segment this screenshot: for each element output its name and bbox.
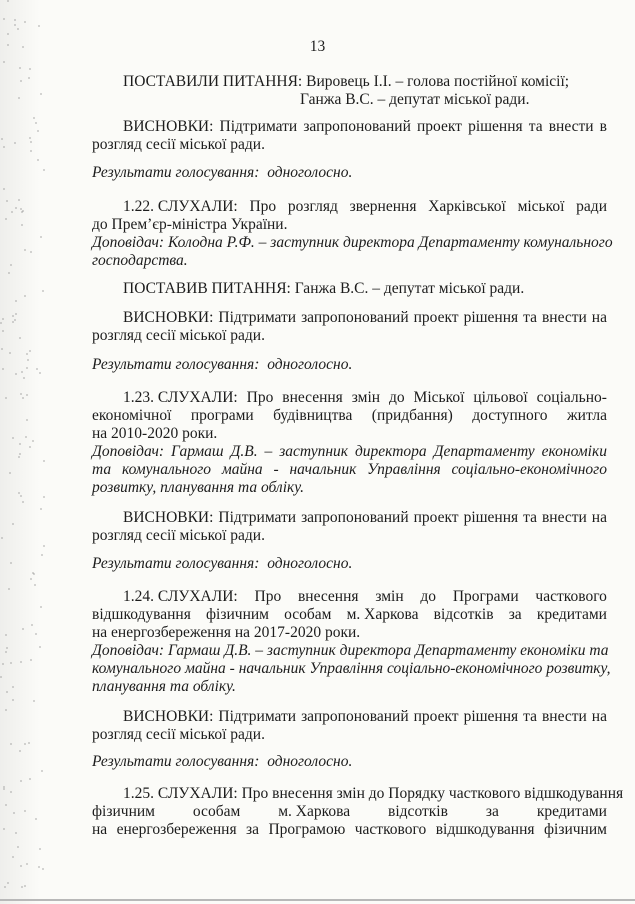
word: соціально-економічного xyxy=(451,461,607,478)
word: рішення xyxy=(468,118,523,135)
scan-speck xyxy=(12,686,14,688)
word: змін xyxy=(351,389,381,406)
word: Гармаш xyxy=(171,443,224,460)
scan-speck xyxy=(37,159,39,161)
word: в xyxy=(599,118,607,135)
scan-speck xyxy=(35,122,37,124)
vote-label: Результати голосування: xyxy=(92,164,260,181)
word: до xyxy=(388,389,405,406)
scan-speck xyxy=(32,572,34,574)
scan-speck xyxy=(18,199,20,201)
word: запропонований xyxy=(301,309,409,326)
conclusion-3-line2: розгляд сесії міської ради. xyxy=(92,527,265,544)
page-number: 13 xyxy=(309,38,326,55)
scan-speck xyxy=(6,691,8,693)
scan-speck xyxy=(20,780,22,782)
word: Д.В. xyxy=(230,443,258,460)
scan-speck xyxy=(30,578,32,580)
scan-speck xyxy=(12,523,14,525)
scan-speck xyxy=(15,207,17,209)
word: внесення xyxy=(282,389,343,406)
word: ради xyxy=(576,198,607,215)
word: Програмою xyxy=(268,821,346,838)
scan-speck xyxy=(2,663,4,665)
scan-speck xyxy=(20,865,22,867)
scan-speck xyxy=(38,25,40,27)
scan-speck xyxy=(24,21,26,23)
word: Департаменту xyxy=(433,443,535,460)
word: на xyxy=(591,708,607,725)
scan-speck xyxy=(20,80,22,82)
scan-speck xyxy=(33,117,35,119)
item-heading: 1.24. СЛУХАЛИ: xyxy=(123,588,238,605)
scan-speck xyxy=(15,313,17,315)
word: внести xyxy=(541,309,587,326)
raised-question-person-1: Вировець І.І. – голова постійної комісії; xyxy=(306,73,570,90)
scan-speck xyxy=(3,146,5,148)
word: на xyxy=(591,309,607,326)
scan-speck xyxy=(1,537,3,539)
word: Управління xyxy=(367,461,441,478)
scan-speck xyxy=(21,211,23,213)
item-1-25-line1: 1.25. СЛУХАЛИ: Про внесення змін до Порядку часткового відшкодування xyxy=(123,785,624,802)
word: будівництва xyxy=(273,407,353,424)
scan-speck xyxy=(2,368,4,370)
conclusion-4-line2: розгляд сесії міської ради. xyxy=(92,726,265,743)
raised-question-person-2: Ганжа В.С. – депутат міської ради. xyxy=(300,91,530,108)
scan-speck xyxy=(40,606,42,608)
word: розгляд xyxy=(287,198,338,215)
scan-speck xyxy=(40,508,42,510)
word: відсотків xyxy=(433,606,494,623)
scan-speck xyxy=(15,373,17,375)
scan-speck xyxy=(18,492,20,494)
scan-speck xyxy=(31,624,33,626)
item-1-24-speaker-line2: комунального майна - начальник Управління соціально-економічного розвитку, xyxy=(92,660,611,677)
scan-speck xyxy=(35,633,37,635)
scan-speck xyxy=(14,19,16,21)
word: цільової xyxy=(473,389,528,406)
word: директора xyxy=(354,443,427,460)
scan-speck xyxy=(30,659,32,661)
scan-speck xyxy=(30,150,32,152)
vote-label: Результати голосування: xyxy=(92,753,260,770)
raised-question-person: Ганжа В.С. – депутат міської ради. xyxy=(294,280,525,297)
scan-speck xyxy=(20,661,22,663)
scan-speck xyxy=(43,460,45,462)
word: м. Харкова xyxy=(278,803,351,820)
scan-speck xyxy=(5,634,7,636)
word: програми xyxy=(190,407,254,424)
conclusion-2-line1 xyxy=(123,308,607,328)
scan-speck xyxy=(20,393,22,395)
conclusion-3-line1 xyxy=(123,508,607,528)
scan-speck xyxy=(14,24,16,26)
scan-speck xyxy=(39,848,41,850)
item-1-25-line2 xyxy=(92,802,607,822)
word: кредитами xyxy=(536,606,607,623)
scan-speck xyxy=(15,300,17,302)
scan-speck xyxy=(10,562,12,564)
scan-speck xyxy=(21,371,23,373)
word: економіки xyxy=(541,443,607,460)
word: відшкодування xyxy=(92,606,191,623)
vote-value: одноголосно. xyxy=(267,164,353,181)
word: Про xyxy=(249,198,277,215)
conclusion-1-line1 xyxy=(123,117,607,137)
scan-speck xyxy=(12,321,14,323)
word: проект xyxy=(413,509,459,526)
scan-speck xyxy=(35,818,37,820)
word: м. Харкова xyxy=(346,606,419,623)
vote-label: Результати голосування: xyxy=(92,356,260,373)
scan-speck xyxy=(21,224,23,226)
scan-speck xyxy=(19,750,21,752)
item-1-23-line3: на 2010-2020 роки. xyxy=(92,425,218,442)
word: внести xyxy=(541,509,587,526)
scan-speck xyxy=(18,456,20,458)
scan-speck xyxy=(24,295,26,297)
scan-speck xyxy=(14,142,16,144)
scan-speck xyxy=(8,272,10,274)
scan-speck xyxy=(23,377,25,379)
scan-speck xyxy=(13,812,15,814)
scan-speck xyxy=(27,359,29,361)
conclusion-4-line1 xyxy=(123,707,607,727)
scan-speck xyxy=(12,699,14,701)
scan-speck xyxy=(39,372,41,374)
item-1-23-speaker-line3: розвитку, планування та обліку. xyxy=(92,479,305,496)
scan-speck xyxy=(10,264,12,266)
scan-speck xyxy=(4,886,6,888)
scan-speck xyxy=(6,200,8,202)
word: та xyxy=(523,309,537,326)
scan-speck xyxy=(30,251,32,253)
conclusion-2-label: ВИСНОВКИ: xyxy=(123,309,214,326)
word: Підтримати xyxy=(218,708,297,725)
scan-speck xyxy=(19,337,21,339)
item-1-22-speaker-line2: господарства. xyxy=(92,252,188,269)
scan-speck xyxy=(20,208,22,210)
scan-speck xyxy=(7,882,9,884)
scan-speck xyxy=(2,330,4,332)
word: відсотків xyxy=(388,803,448,820)
item-1-25-line3 xyxy=(92,820,607,840)
scan-speck xyxy=(3,788,5,790)
scan-speck xyxy=(19,453,21,455)
word: часткового xyxy=(354,821,427,838)
scan-speck xyxy=(43,169,45,171)
scan-bottom-edge xyxy=(0,899,635,901)
vote-label: Результати голосування: xyxy=(92,555,260,572)
scan-speck xyxy=(43,496,45,498)
scan-speck xyxy=(37,130,39,132)
scan-speck xyxy=(3,61,5,63)
conclusion-2-line2: розгляд сесії міської ради. xyxy=(92,327,265,344)
vote-result-1 xyxy=(92,163,352,183)
word: економічної xyxy=(92,407,172,424)
scan-speck xyxy=(7,0,9,2)
conclusion-3-label: ВИСНОВКИ: xyxy=(123,509,214,526)
scan-speck xyxy=(20,495,22,497)
scan-speck xyxy=(22,397,24,399)
word: часткового xyxy=(535,588,607,605)
word: та xyxy=(92,461,112,478)
word: Підтримати xyxy=(218,309,297,326)
item-1-24-line1 xyxy=(123,587,607,607)
scan-speck xyxy=(8,588,10,590)
scan-speck xyxy=(29,137,31,139)
vote-value: одноголосно. xyxy=(267,753,353,770)
item-1-23-line1 xyxy=(123,388,607,408)
word: Підтримати xyxy=(218,509,297,526)
scan-speck xyxy=(24,810,26,812)
item-heading: 1.22. СЛУХАЛИ: xyxy=(123,198,238,215)
scan-speck xyxy=(24,885,26,887)
word: звернення xyxy=(349,198,417,215)
scan-speck xyxy=(34,584,36,586)
vote-result-4 xyxy=(92,752,352,772)
scan-speck xyxy=(29,350,31,352)
vote-value: одноголосно. xyxy=(267,356,353,373)
vote-result-2 xyxy=(92,355,352,375)
scan-speck xyxy=(24,743,26,745)
item-heading: 1.23. СЛУХАЛИ: xyxy=(123,389,238,406)
scan-speck xyxy=(22,628,24,630)
word: внести xyxy=(541,708,587,725)
scan-speck xyxy=(41,554,43,556)
scan-speck xyxy=(29,446,31,448)
word: змін xyxy=(375,588,404,605)
word: запропонований xyxy=(301,509,409,526)
scan-speck xyxy=(30,141,32,143)
item-1-23-speaker-line2 xyxy=(92,460,607,480)
word: внести xyxy=(548,118,594,135)
scan-speck xyxy=(22,501,24,503)
scan-speck xyxy=(17,846,19,848)
word: комунального xyxy=(121,461,212,478)
scan-speck xyxy=(14,319,16,321)
word: запропонований xyxy=(301,708,409,725)
word: - xyxy=(273,461,279,478)
scan-speck xyxy=(26,367,28,369)
conclusion-1-label: ВИСНОВКИ: xyxy=(123,118,214,135)
scan-speck xyxy=(21,886,23,888)
word: Про xyxy=(246,389,274,406)
word: за xyxy=(508,606,522,623)
scan-speck xyxy=(11,211,13,213)
word: заступник xyxy=(279,443,349,460)
word: проект xyxy=(413,708,459,725)
word: особам xyxy=(284,606,332,623)
word: – xyxy=(264,443,273,460)
scan-speck xyxy=(12,437,14,439)
scan-speck xyxy=(40,236,42,238)
scan-speck xyxy=(26,863,28,865)
scan-speck xyxy=(15,832,17,834)
scan-speck xyxy=(19,67,21,69)
word: та xyxy=(523,509,537,526)
scan-speck xyxy=(3,188,5,190)
scan-speck xyxy=(10,743,12,745)
scan-speck xyxy=(40,93,42,95)
scan-speck xyxy=(29,68,31,70)
scan-speck xyxy=(3,828,5,830)
scan-speck xyxy=(19,443,21,445)
scan-speck xyxy=(26,394,28,396)
word: майна xyxy=(221,461,263,478)
word: та xyxy=(523,708,537,725)
vote-result-3 xyxy=(92,554,352,574)
word: на xyxy=(591,509,607,526)
word: міської xyxy=(517,198,565,215)
scan-speck xyxy=(17,28,19,30)
scan-speck xyxy=(32,440,34,442)
scan-shadow-edge xyxy=(0,0,40,904)
word: Про xyxy=(254,588,282,605)
scan-speck xyxy=(26,419,28,421)
word: рішення xyxy=(463,509,519,526)
scan-speck xyxy=(43,545,45,547)
word: (придбання) xyxy=(371,407,453,424)
vote-value: одноголосно. xyxy=(267,555,353,572)
scan-speck xyxy=(10,791,12,793)
scan-speck xyxy=(24,249,26,251)
word: запропонований xyxy=(303,118,411,135)
scan-speck xyxy=(39,646,41,648)
word: за xyxy=(485,803,499,820)
word: доступного xyxy=(472,407,548,424)
item-1-24-line2 xyxy=(92,605,607,625)
item-1-24-line3: на енергозбереження на 2017-2020 роки. xyxy=(92,624,361,641)
scan-speck xyxy=(25,436,27,438)
scan-speck xyxy=(2,318,4,320)
scan-speck xyxy=(42,290,44,292)
item-1-22-line1 xyxy=(123,197,607,217)
word: та xyxy=(528,118,543,135)
item-1-22-speaker-line1: Доповідач: Колодна Р.Ф. – заступник директора Департаменту комунального xyxy=(92,234,613,251)
scan-speck xyxy=(28,742,30,744)
scan-speck xyxy=(0,676,2,678)
item-1-23-speaker-line1 xyxy=(92,442,607,462)
word: проект xyxy=(413,309,459,326)
scan-speck xyxy=(42,868,44,870)
raised-question-label: ПОСТАВИЛИ ПИТАННЯ: xyxy=(123,73,303,90)
word: начальник xyxy=(289,461,357,478)
word: Доповідач: xyxy=(92,443,165,460)
item-1-22-line2: до Прем’єр-міністра України. xyxy=(92,216,288,233)
item-1-23-line2 xyxy=(92,406,607,426)
word: внесення xyxy=(297,588,359,605)
word: за xyxy=(246,821,260,838)
scan-speck xyxy=(5,218,7,220)
word: рішення xyxy=(463,708,519,725)
scan-speck xyxy=(0,322,2,324)
word: житла xyxy=(566,407,607,424)
word: рішення xyxy=(463,309,519,326)
scan-speck xyxy=(18,97,20,99)
word: особам xyxy=(192,803,241,820)
scan-speck xyxy=(28,77,30,79)
scan-speck xyxy=(38,866,40,868)
scan-speck xyxy=(36,368,38,370)
scan-speck xyxy=(7,33,9,35)
word: кредитами xyxy=(536,803,607,820)
word: Міської xyxy=(413,389,465,406)
raised-question-line1 xyxy=(123,72,569,92)
scan-speck xyxy=(5,397,7,399)
scan-speck xyxy=(6,647,8,649)
scan-speck xyxy=(33,700,35,702)
scan-speck xyxy=(9,472,11,474)
word: проект xyxy=(416,118,462,135)
word: Програми xyxy=(452,588,519,605)
scan-speck xyxy=(41,770,43,772)
word: фізичним xyxy=(92,803,155,820)
scan-speck xyxy=(26,353,28,355)
scan-speck xyxy=(9,352,11,354)
scan-speck xyxy=(1,348,3,350)
word: фізичним xyxy=(543,821,607,838)
scan-speck xyxy=(3,18,5,20)
scan-speck xyxy=(5,651,7,653)
conclusion-4-label: ВИСНОВКИ: xyxy=(123,708,214,725)
scan-speck xyxy=(10,662,12,664)
word: відшкодування xyxy=(435,821,535,838)
word: соціально- xyxy=(536,389,607,406)
scan-speck xyxy=(5,709,7,711)
scan-speck xyxy=(29,778,31,780)
word: на xyxy=(92,821,108,838)
raised-question-label: ПОСТАВИВ ПИТАННЯ: xyxy=(123,280,291,297)
item-1-24-speaker-line3: планування та обліку. xyxy=(92,678,236,695)
word: фізичним xyxy=(206,606,269,623)
word: до xyxy=(420,588,437,605)
word: енергозбереження xyxy=(116,821,237,838)
scan-speck xyxy=(12,856,14,858)
raised-question-2 xyxy=(123,279,524,299)
item-1-24-speaker-line1: Доповідач: Гармаш Д.В. – заступник директора Департаменту економіки та xyxy=(92,642,609,659)
scan-speck xyxy=(12,315,14,317)
word: Підтримати xyxy=(219,118,298,135)
word: Харківської xyxy=(428,198,506,215)
scan-speck xyxy=(1,138,3,140)
scan-speck xyxy=(5,804,7,806)
conclusion-1-line2: розгляд сесії міської ради. xyxy=(92,136,265,153)
